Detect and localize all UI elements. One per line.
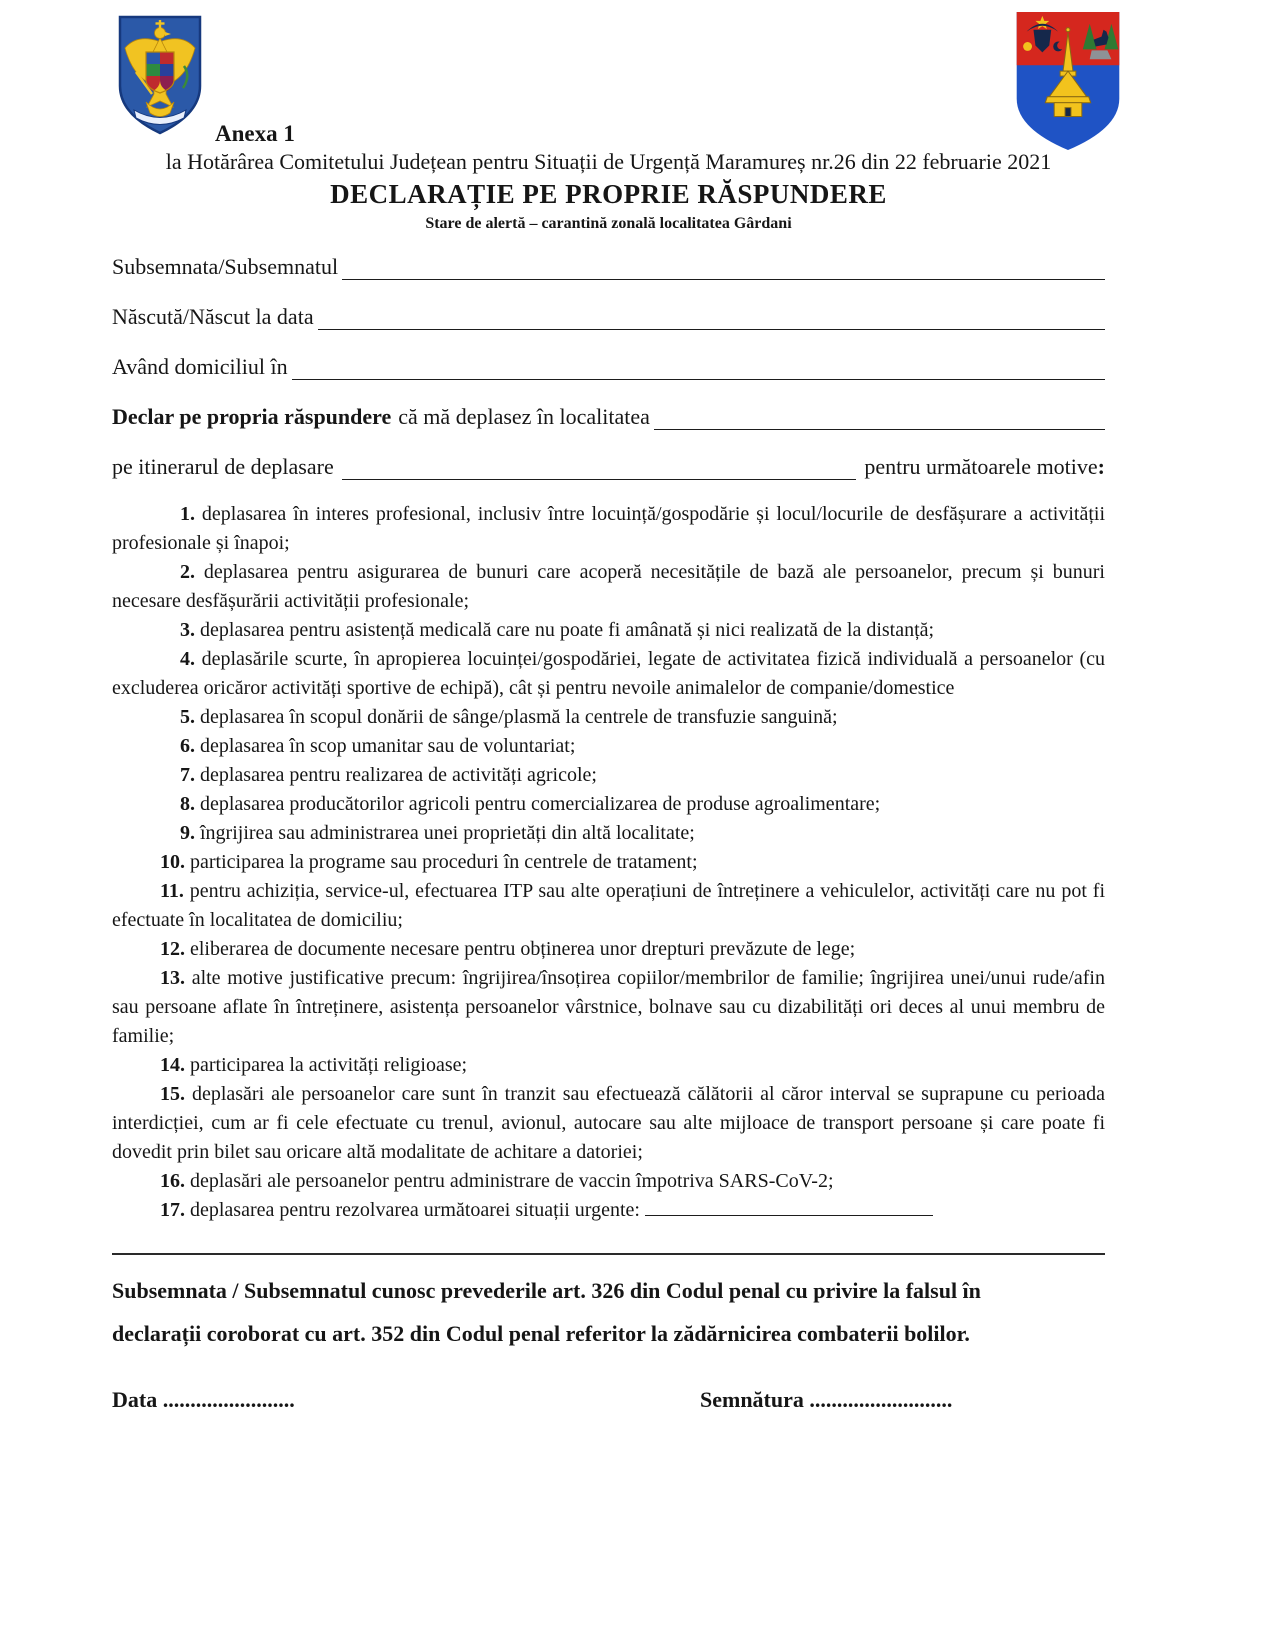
reason-number: 5. (180, 706, 195, 728)
reason-item-5: 5. deplasarea în scopul donării de sânge/plasmă la centrele de transfuzie sanguină; (180, 706, 838, 728)
route-input-line[interactable] (342, 453, 857, 480)
legal-line-2: declarații coroborat cu art. 352 din Codul penal referitor la zădărnicirea combaterii bolilor. (112, 1321, 970, 1346)
separator-line (112, 1253, 1105, 1255)
date-field[interactable]: Data ........................ (112, 1387, 295, 1412)
reason-item-8: 8. deplasarea producătorilor agricoli pentru comercializarea de produse agroalimentare; (180, 793, 881, 815)
name-label: Subsemnata/Subsemnatul (112, 254, 339, 279)
reason-item-11: 11. pentru achiziția, service-ul, efectuarea ITP sau alte operațiuni de întreținere a vehiculelor, activități care nu pot fi efectuate în localitatea de domiciliu; (112, 880, 1105, 931)
reason-number: 6. (180, 735, 195, 757)
declare-bold-label: Declar pe propria răspundere (112, 404, 392, 429)
route-colon: : (1097, 454, 1105, 479)
declare-rest-label: că mă deplasez în localitatea (398, 404, 650, 429)
locality-input-line[interactable] (654, 403, 1105, 430)
urgent-situation-input-line[interactable] (645, 1197, 933, 1216)
field-row-birthdate (112, 283, 1105, 333)
legal-line-1: Subsemnata / Subsemnatul cunosc prevederile art. 326 din Codul penal cu privire la falsul în (112, 1278, 981, 1303)
reason-item-10: 10. participarea la programe sau proceduri în centrele de tratament; (160, 851, 698, 873)
reason-item-16: 16. deplasări ale persoanelor pentru administrare de vaccin împotriva SARS-CoV-2; (160, 1170, 834, 1192)
document-title: DECLARAȚIE PE PROPRIE RĂSPUNDERE (330, 179, 887, 209)
route-label: pe itinerarul de deplasare (112, 454, 334, 479)
address-label: Având domiciliul în (112, 354, 288, 379)
reason-item-2: 2. deplasarea pentru asigurarea de bunuri care acoperă necesitățile de bază ale persoanelor, precum și bunuri necesare desfășurării activității profesionale; (112, 561, 1105, 612)
name-input-line[interactable] (342, 253, 1105, 280)
route-suffix-label: pentru următoarele motive (864, 454, 1098, 479)
reason-number: 7. (180, 764, 195, 786)
reason-item-4: 4. deplasările scurte, în apropierea locuinței/gospodăriei, legate de activitatea fizică individuală a persoanelor (cu excluderea oricăror activități sportive de echipă), cât și pentru nevoile animalelor de companie/domestice (112, 648, 1105, 699)
annex-label: Anexa 1 (215, 121, 295, 146)
reason-number: 11. (160, 880, 184, 902)
reason-number: 3. (180, 619, 195, 641)
reason-item-13: 13. alte motive justificative precum: îngrijirea/însoțirea copiilor/membrilor de familie; îngrijirea unei/unui rude/afin sau persoane aflate în întreținere, asistența persoanelor vârstnice, bolnave sau cu dizabilități ori deces al unui membru de familie; (112, 967, 1105, 1047)
field-row-address (112, 333, 1105, 383)
reason-number: 14. (160, 1054, 185, 1076)
reason-item-7: 7. deplasarea pentru realizarea de activități agricole; (180, 764, 597, 786)
reason-item-1: 1. deplasarea în interes profesional, inclusiv între locuință/gospodărie și locul/locurile de desfășurare a activității profesionale și înapoi; (112, 503, 1105, 554)
reason-number: 9. (180, 822, 195, 844)
reason-item-6: 6. deplasarea în scop umanitar sau de voluntariat; (180, 735, 576, 757)
field-row-declaration (112, 383, 1105, 433)
reason-item-12: 12. eliberarea de documente necesare pentru obținerea unor drepturi prevăzute de lege; (160, 938, 856, 960)
signature-field[interactable]: Semnătura .......................... (700, 1387, 953, 1412)
reason-number: 13. (160, 967, 185, 989)
birthdate-input-line[interactable] (318, 303, 1105, 330)
legal-notice (112, 1269, 1105, 1355)
field-row-name (112, 233, 1105, 283)
address-input-line[interactable] (292, 353, 1105, 380)
reasons-list (112, 500, 1105, 1225)
reason-number: 17. (160, 1199, 185, 1221)
reason-item-14: 14. participarea la activități religioase; (160, 1054, 468, 1076)
reason-item-17: 17. deplasarea pentru rezolvarea următoarei situații urgente: (112, 1196, 1105, 1225)
reason-number: 16. (160, 1170, 185, 1192)
reason-item-9: 9. îngrijirea sau administrarea unei proprietăți din altă localitate; (180, 822, 695, 844)
reason-item-15: 15. deplasări ale persoanelor care sunt în tranzit sau efectuează călătorii al căror interval se suprapune cu perioada interdicției, cum ar fi cele efectuate cu trenul, avionul, autocare sau alte mijloace de transport persoane și care poate fi dovedit prin bilet sau oricare altă modalitate de achitare a datoriei; (112, 1083, 1105, 1163)
birthdate-label: Născută/Născut la data (112, 304, 314, 329)
reason-number: 15. (160, 1083, 185, 1105)
field-row-route (112, 433, 1105, 483)
reason-number: 10. (160, 851, 185, 873)
reason-number: 1. (180, 503, 195, 525)
signature-row (112, 1387, 1105, 1413)
reason-number: 4. (180, 648, 195, 670)
reason-number: 12. (160, 938, 185, 960)
reason-item-3: 3. deplasarea pentru asistență medicală care nu poate fi amânată și nici realizată de la distanță; (180, 619, 935, 641)
reason-number: 8. (180, 793, 195, 815)
reason-number: 2. (180, 561, 195, 583)
document-subtitle: Stare de alertă – carantină zonală localitatea Gârdani (425, 215, 792, 232)
decision-reference: la Hotărârea Comitetului Județean pentru Situații de Urgență Maramureș nr.26 din 22 februarie 2021 (165, 149, 1052, 174)
